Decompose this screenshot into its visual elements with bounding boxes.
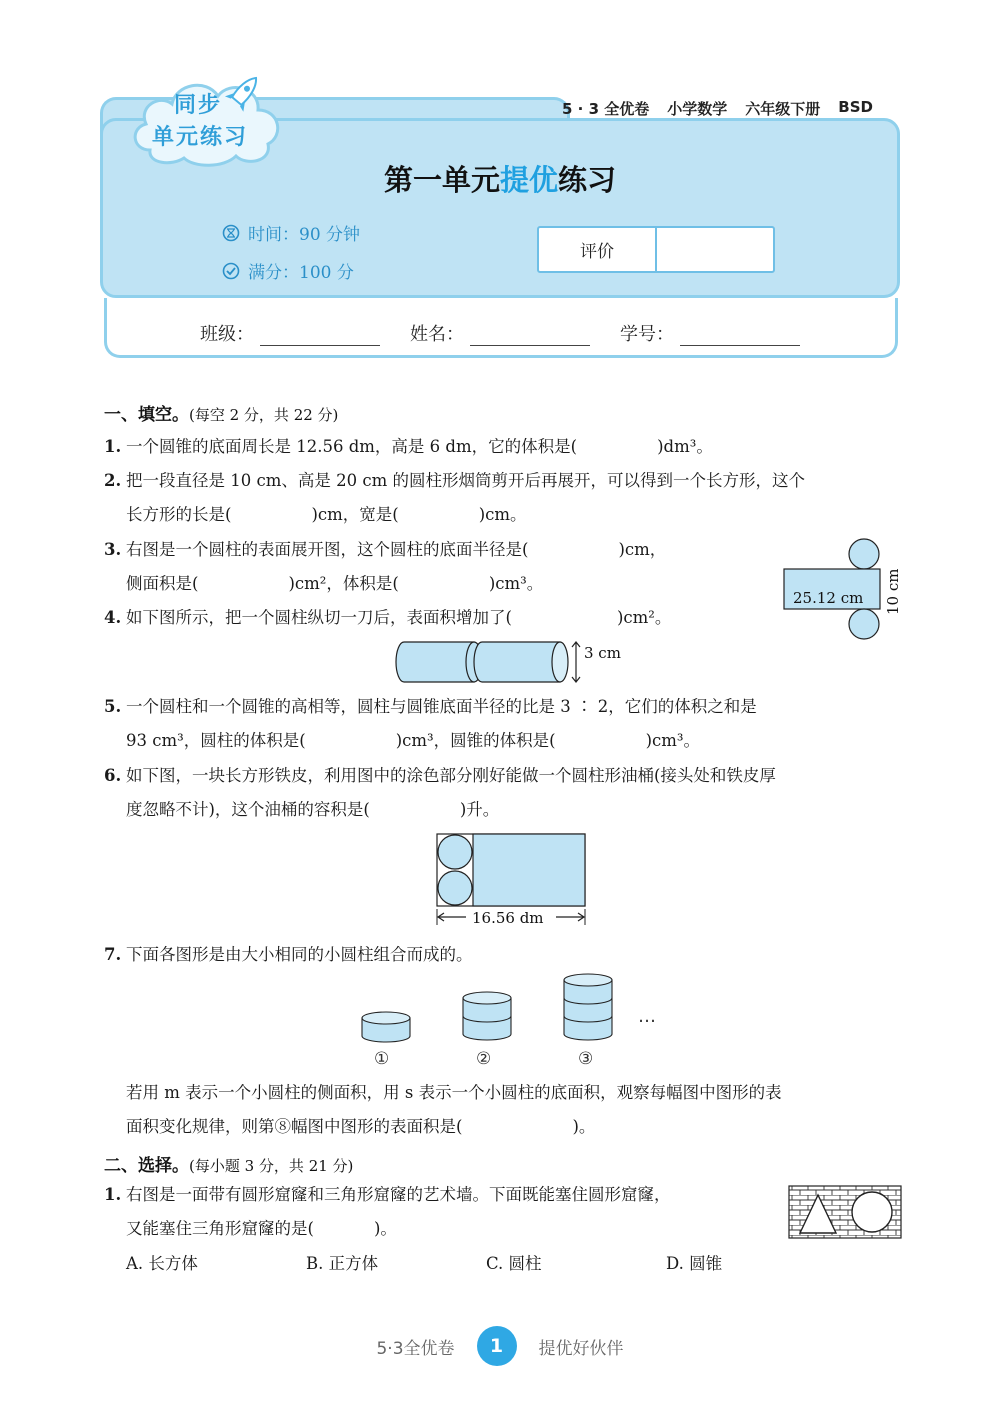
q4-text-a: 如下图所示，把一个圆柱纵切一刀后，表面积增加了( xyxy=(126,608,512,627)
section1-note: (每空 2 分，共 22 分) xyxy=(189,406,339,424)
title-highlight: 提优 xyxy=(499,163,558,197)
q2-line1: 把一段直径是 10 cm、高是 20 cm 的圆柱形烟筒剪开后再展开，可以得到一个长方形，这个 xyxy=(126,471,805,490)
figure-ellipsis: … xyxy=(638,1006,656,1027)
c1-num: 1. xyxy=(104,1185,122,1204)
q6-line2-b: )升。 xyxy=(459,800,500,819)
score-line xyxy=(222,258,354,283)
choice-question-1 xyxy=(104,1178,671,1246)
q3-num: 3. xyxy=(104,540,122,559)
q3-line2-c: )cm³。 xyxy=(488,574,544,593)
question-3 xyxy=(104,533,666,601)
q2-line2-a: 长方形的长是( xyxy=(126,505,232,524)
question-7-body xyxy=(104,1076,782,1144)
q6-line2-a: 度忽略不计)，这个油桶的容积是( xyxy=(126,800,370,819)
section2-note: (每小题 3 分，共 21 分) xyxy=(189,1157,354,1175)
q1-text-a: 一个圆锥的底面周长是 12.56 dm，高是 6 dm，它的体积是( xyxy=(126,437,578,456)
c1-options xyxy=(126,1250,846,1274)
q3-line1-b: )cm， xyxy=(618,540,667,559)
q5-line2-a: 93 cm³，圆柱的体积是( xyxy=(126,731,306,750)
q5-line1: 一个圆柱和一个圆锥的高相等，圆柱与圆锥底面半径的比是 3 ∶ 2，它们的体积之和是 xyxy=(126,697,757,716)
question-2 xyxy=(104,464,805,532)
section1-title xyxy=(104,400,338,425)
check-circle-icon xyxy=(222,262,240,280)
clock-icon xyxy=(222,224,240,242)
q7-line1: 下面各图形是由大小相同的小圆柱组合而成的。 xyxy=(126,945,473,964)
badge-line1: 同步 xyxy=(174,93,223,118)
cloud-badge-icon xyxy=(128,70,288,168)
id-input[interactable] xyxy=(680,324,800,346)
eval-label: 评价 xyxy=(539,228,657,271)
class-field xyxy=(200,320,380,346)
q5-line2-c: )cm³。 xyxy=(645,731,701,750)
section1-heading: 一、填空。 xyxy=(104,405,189,425)
title-part2: 练习 xyxy=(558,163,617,197)
time-line xyxy=(222,220,360,245)
section2-title xyxy=(104,1151,353,1176)
net-top-circle xyxy=(849,539,879,569)
question-6 xyxy=(104,759,776,827)
class-input[interactable] xyxy=(260,324,380,346)
q3-line1-a: 右图是一个圆柱的表面展开图，这个圆柱的底面半径是( xyxy=(126,540,529,559)
book-edition: BSD xyxy=(838,98,873,116)
iron-sheet-figure xyxy=(434,831,590,931)
q3-line2-b: )cm²，体积是( xyxy=(288,574,399,593)
q7-line3-a: 面积变化规律，则第⑧幅图中图形的表面积是( xyxy=(126,1117,463,1136)
name-field xyxy=(410,320,590,346)
book-subject: 小学数学 xyxy=(667,100,728,118)
time-label: 时间：90 分钟 xyxy=(248,225,361,245)
q7-line3-b: )。 xyxy=(572,1117,596,1136)
figure-label-3: ③ xyxy=(578,1049,594,1069)
stacked-cylinders-figure xyxy=(356,972,676,1072)
q5-num: 5. xyxy=(104,697,122,716)
badge-line2: 单元练习 xyxy=(152,125,249,150)
c1-line2-a: 又能塞住三角形窟窿的是( xyxy=(126,1219,314,1238)
question-7 xyxy=(104,938,473,972)
option-c[interactable]: C. 圆柱 xyxy=(486,1254,542,1273)
name-input[interactable] xyxy=(470,324,590,346)
score-label: 满分：100 分 xyxy=(248,263,354,283)
name-label: 姓名： xyxy=(410,324,464,345)
option-b[interactable]: B. 正方体 xyxy=(306,1254,379,1273)
id-label: 学号： xyxy=(620,324,674,345)
q1-text-b: )dm³。 xyxy=(657,437,713,456)
c1-line2-b: )。 xyxy=(373,1219,397,1238)
footer-slogan: 提优好伙伴 xyxy=(538,1338,624,1359)
q1-num: 1. xyxy=(104,437,122,456)
q6-line1: 如下图，一块长方形铁皮，利用图中的涂色部分刚好能做一个圆柱形油桶(接头处和铁皮厚 xyxy=(126,766,776,785)
page-title xyxy=(0,158,1000,199)
q2-line2-c: )cm。 xyxy=(478,505,527,524)
iron-sheet-label: 16.56 dm xyxy=(472,909,544,927)
page-number: 1 xyxy=(477,1326,517,1366)
cut-cylinder-figure xyxy=(394,638,634,688)
q4-text-b: )cm²。 xyxy=(616,608,672,627)
q7-line2: 若用 m 表示一个小圆柱的侧面积，用 s 表示一个小圆柱的底面积，观察每幅图中图形的表 xyxy=(126,1083,782,1102)
brick-wall-icon xyxy=(788,1185,902,1239)
q6-num: 6. xyxy=(104,766,122,785)
footer-series: 5·3全优卷 xyxy=(376,1338,455,1359)
section2-heading: 二、选择。 xyxy=(104,1156,189,1176)
evaluation-box xyxy=(537,226,775,273)
q7-num: 7. xyxy=(104,945,122,964)
question-1 xyxy=(104,430,713,464)
net-bottom-circle xyxy=(849,609,879,639)
class-label: 班级： xyxy=(200,324,254,345)
net-length-label: 25.12 cm xyxy=(793,589,864,607)
q3-line2-a: 侧面积是( xyxy=(126,574,199,593)
q4-num: 4. xyxy=(104,608,122,627)
option-d[interactable]: D. 圆锥 xyxy=(666,1254,723,1273)
eval-field[interactable] xyxy=(657,228,773,271)
net-height-label: 10 cm xyxy=(884,568,902,615)
question-4 xyxy=(104,601,671,635)
option-a[interactable]: A. 长方体 xyxy=(126,1254,198,1273)
q2-line2-b: )cm，宽是( xyxy=(311,505,399,524)
cylinder-net-figure xyxy=(780,537,904,641)
question-5 xyxy=(104,690,757,758)
q5-line2-b: )cm³，圆锥的体积是( xyxy=(395,731,556,750)
id-field xyxy=(620,320,800,346)
book-series: 5 · 3 全优卷 xyxy=(562,100,650,118)
c1-line1: 右图是一面带有圆形窟窿和三角形窟窿的艺术墙。下面既能塞住圆形窟窿， xyxy=(126,1185,671,1204)
book-info xyxy=(562,98,873,119)
title-part1: 第一单元 xyxy=(383,163,500,197)
cut-cylinder-label: 3 cm xyxy=(584,644,621,662)
figure-label-2: ② xyxy=(476,1049,492,1069)
q2-num: 2. xyxy=(104,471,122,490)
book-grade: 六年级下册 xyxy=(745,100,821,118)
figure-label-1: ① xyxy=(374,1049,390,1069)
page-footer xyxy=(0,1326,1000,1366)
